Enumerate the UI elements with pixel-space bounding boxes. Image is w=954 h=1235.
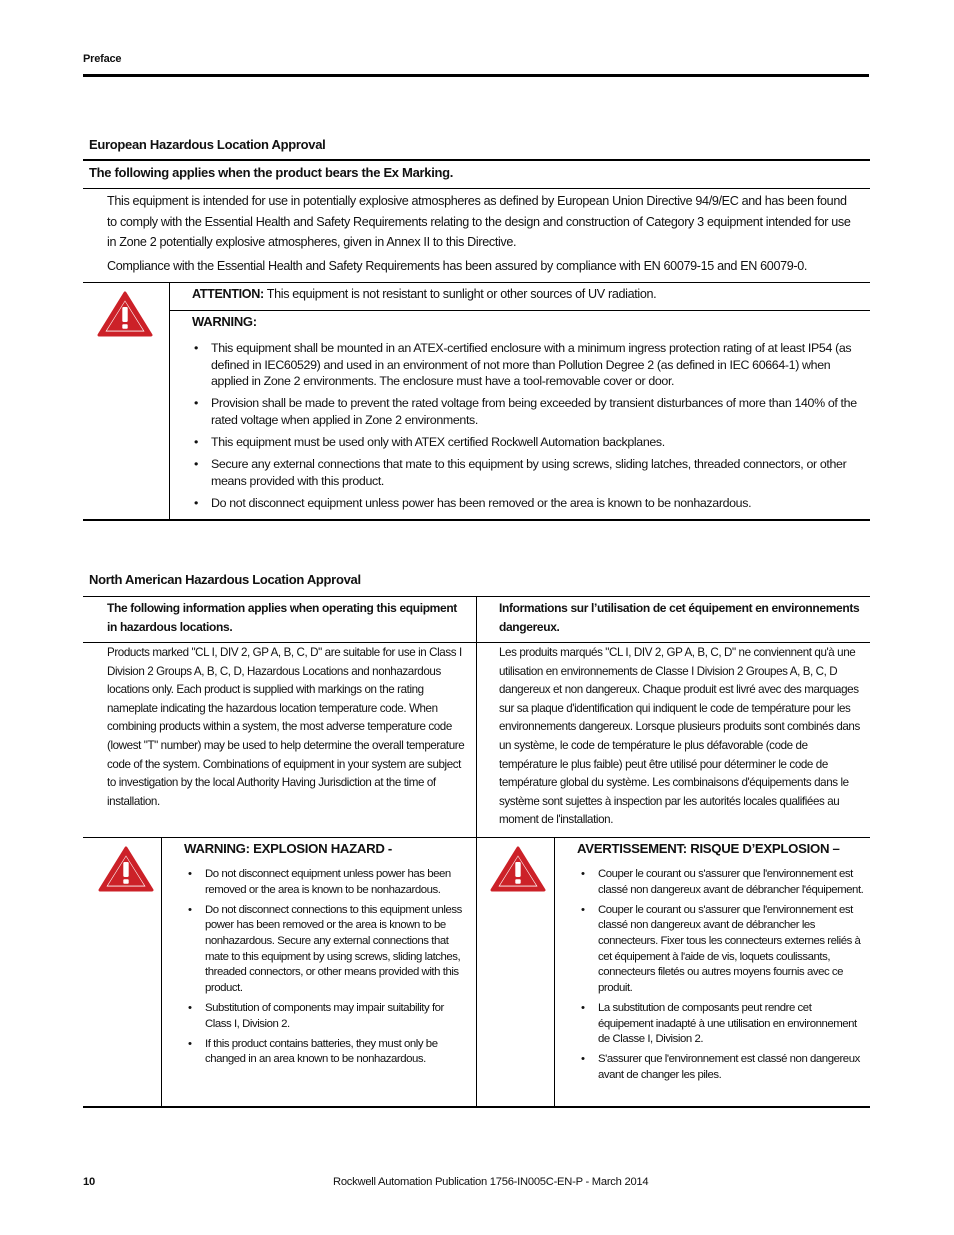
na-center-divider	[476, 596, 477, 1107]
na-fr-icon-divider	[554, 837, 555, 1107]
european-paragraph-2: Compliance with the Essential Health and Safety Requirements has been assured by compliance with EN 60079-15 and EN 60079-0.	[107, 259, 808, 273]
na-header-rule	[83, 642, 870, 643]
list-item: • S'assurer que l'environnement est classé non dangereux avant de changer les piles.	[576, 1052, 866, 1083]
na-english-header: The following information applies when operating this equipment in hazardous locations.	[107, 601, 457, 634]
eu-box-bottom-rule	[83, 519, 870, 521]
na-french-warning-title: AVERTISSEMENT: RISQUE D’EXPLOSION –	[577, 841, 840, 856]
ex-marking-heading: The following applies when the product bears the Ex Marking.	[89, 165, 454, 180]
list-item: • Couper le courant ou s'assurer que l'environnement est classé non dangereux avant de débrancher l'équipement.	[576, 867, 866, 898]
european-title-rule	[83, 159, 870, 161]
attention-rule	[170, 310, 870, 311]
na-warning-top-rule	[83, 837, 870, 838]
na-bottom-rule	[83, 1106, 870, 1108]
list-item: • If this product contains batteries, they must only be changed in an area known to be nonhazardous.	[183, 1037, 471, 1068]
warning-triangle-icon	[490, 845, 546, 893]
eu-box-top-rule	[83, 282, 870, 283]
european-paragraph-1: This equipment is intended for use in potentially explosive atmospheres as defined by European Union Directive 94/9/EC and has been found to comply with the Essential Health and Safety Requirements relating to the design and construction of Category 3 equipment intended for use in Zone 2 potentially explosive atmospheres, given in Annex II to this Directive.	[107, 194, 851, 249]
running-header: Preface	[83, 53, 122, 65]
na-french-body: Les produits marqués "CL I, DIV 2, GP A, B, C, D" ne conviennent qu'à une utilisation en environnements de Classe I Division 2 Groupes A, B, C, D dangereux et non dangereux. Chaque produit est livré avec des marquages sur sa plaque d'identification qui indiquent le code de température pour les environnements dangereux. Lorsque plusieurs produits sont combinés dans un système, le code de température le plus défavorable (code de température le plus faible) peut être utilisé pour déterminer le code de température global du système. Les combinaisons d'équipements dans le système sont sujettes à inspection par les autorités locales qualifiées au moment de l'installation.	[499, 646, 860, 827]
list-item: • This equipment must be used only with ATEX certified Rockwell Automation backplanes.	[189, 434, 864, 451]
list-item: • Substitution of components may impair suitability for Class I, Division 2.	[183, 1001, 471, 1032]
na-english-warning-title: WARNING: EXPLOSION HAZARD -	[184, 841, 393, 856]
list-item: • Do not disconnect connections to this equipment unless power has been removed or the area is known to be nonhazardous. Secure any external connections that mate to this equipment by using screws, sliding latches, threaded connectors, or other means provided with this product.	[183, 903, 471, 997]
na-french-warning-list	[576, 867, 866, 1088]
list-item: • Secure any external connections that mate to this equipment by using screws, sliding latches, threaded connectors, or other means provided with this product.	[189, 456, 864, 489]
list-item: • This equipment shall be mounted in an ATEX-certified enclosure with a minimum ingress protection rating of at least IP54 (as defined in IEC60529) and used in an environment of not more than Pollution Degree 2 (as defined in IEC 60664-1) when applied in Zone 2 environments. The enclosure must have a tool-removable cover or door.	[189, 340, 864, 390]
warning-triangle-icon	[97, 290, 153, 338]
eu-box-divider	[169, 282, 170, 520]
attention-label: ATTENTION:	[192, 287, 264, 301]
ex-marking-rule	[83, 188, 870, 189]
warning-triangle-icon	[98, 845, 154, 893]
publication-info: Rockwell Automation Publication 1756-IN005C-EN-P - March 2014	[333, 1176, 649, 1188]
list-item: • La substitution de composants peut rendre cet équipement inadapté à une utilisation en environnement de Classe I, Division 2.	[576, 1001, 866, 1048]
list-item: • Do not disconnect equipment unless power has been removed or the area is known to be nonhazardous.	[183, 867, 471, 898]
list-item: • Do not disconnect equipment unless power has been removed or the area is known to be nonhazardous.	[189, 495, 864, 512]
north-american-section-title: North American Hazardous Location Approval	[89, 572, 361, 587]
european-section-title: European Hazardous Location Approval	[89, 137, 326, 152]
attention-statement	[192, 285, 862, 303]
na-french-header: Informations sur l’utilisation de cet équipement en environnements dangereux.	[499, 601, 860, 634]
na-english-warning-list	[183, 867, 471, 1073]
na-english-body: Products marked "CL I, DIV 2, GP A, B, C, D" are suitable for use in Class I Division 2 Groups A, B, C, D, Hazardous Locations and nonhazardous locations only. Each product is supplied with markings on the rating nameplate indicating the hazardous location temperature code. When combining products within a system, the most adverse temperature code (lowest "T" number) may be used to help determine the overall temperature code of the system. Combinations of equipment in your system are subject to investigation by the local Authority Having Jurisdiction at the time of installation.	[107, 646, 465, 808]
warning-label: WARNING:	[192, 314, 257, 329]
page-number: 10	[83, 1176, 95, 1188]
header-rule	[83, 74, 869, 77]
list-item: • Provision shall be made to prevent the rated voltage from being exceeded by transient disturbances of more than 140% of the rated voltage when applied in Zone 2 environments.	[189, 395, 864, 428]
na-en-icon-divider	[161, 837, 162, 1107]
eu-warning-list	[189, 340, 864, 517]
list-item: • Couper le courant ou s'assurer que l'environnement est classé non dangereux avant de débrancher les connecteurs. Fixer tous les connecteurs externes reliés à cet équipement à l'aide de vis, loquets coulissants, connecteurs filetés ou autres moyens fournis avec ce produit.	[576, 903, 866, 997]
attention-text: This equipment is not resistant to sunlight or other sources of UV radiation.	[263, 287, 657, 301]
